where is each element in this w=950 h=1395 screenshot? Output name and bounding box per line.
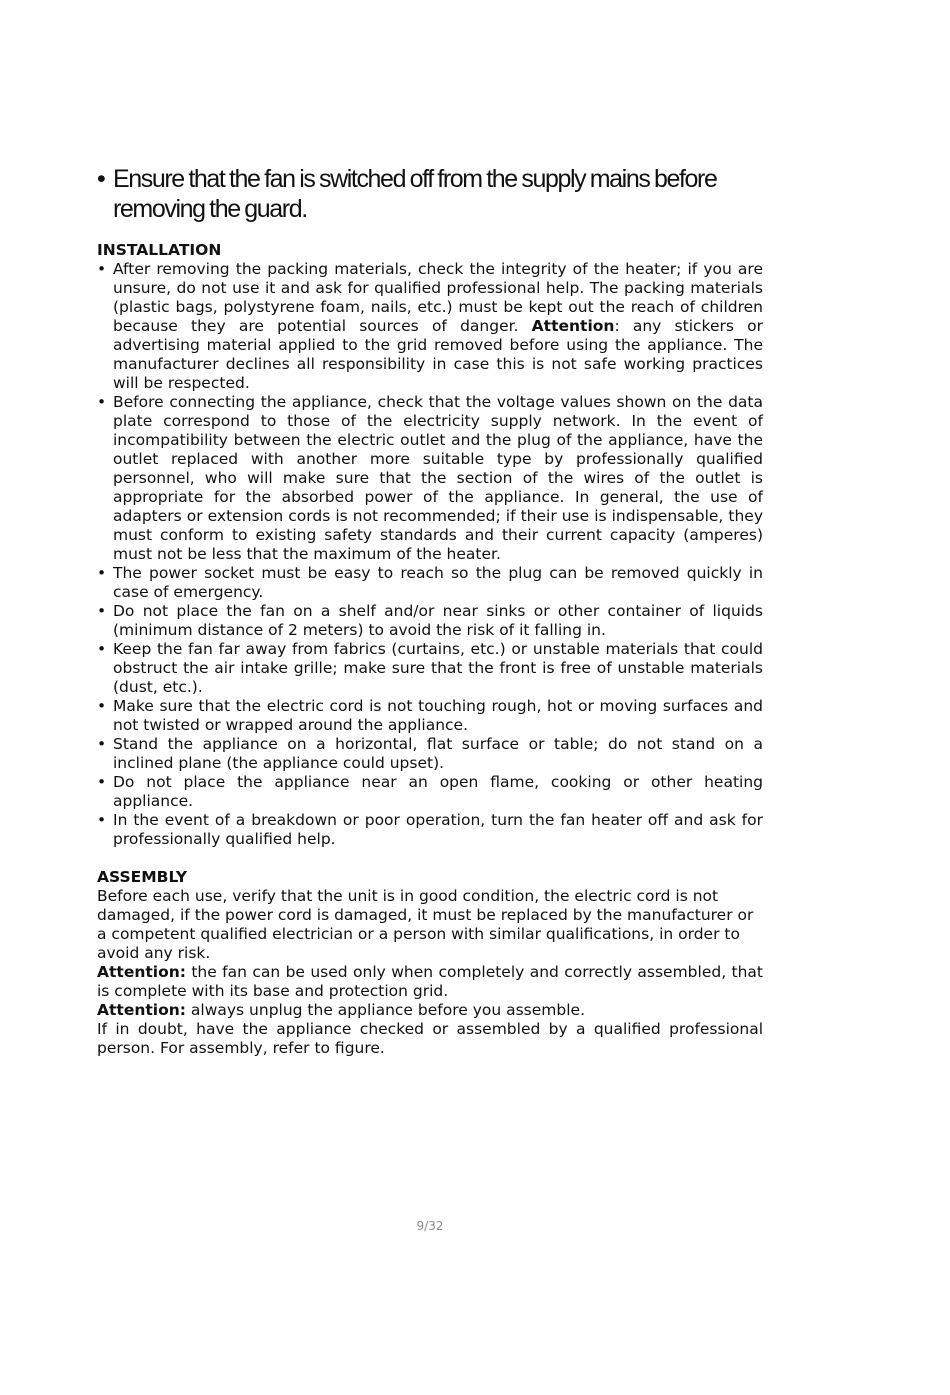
list-item [97, 602, 763, 640]
bullet-point: • [97, 564, 107, 582]
assembly-heading: ASSEMBLY [97, 868, 188, 886]
list-item-text: In the event of a breakdown or poor operation, turn the fan heater off and ask for professionally qualified help. [113, 811, 763, 848]
bullet-point: • [97, 773, 107, 791]
list-item [97, 811, 763, 849]
manual-page-content [97, 164, 763, 1058]
assembly-intro: Before each use, verify that the unit is in good condition, the electric cord is not damaged, if the power cord is damaged, it must be replaced by the manufacturer or a competent qualified electrician or a person with similar qualifications, in order to avoid any risk. [97, 887, 754, 962]
bullet-point: • [97, 697, 107, 715]
attention-text: always unplug the appliance before you assemble. [185, 1001, 586, 1019]
list-item [97, 735, 763, 773]
list-item [97, 773, 763, 811]
installation-heading: INSTALLATION [97, 241, 222, 259]
list-item-text: Do not place the appliance near an open flame, cooking or other heating appliance. [113, 773, 763, 810]
list-item-text: Before connecting the appliance, check that the voltage values shown on the data plate correspond to those of the electricity supply network. In the event of incompatibility between the electric outlet and the plug of the appliance, have the outlet replaced with another more suitable type by professionally qualified personnel, who will make sure that the section of the wires of the outlet is appropriate for the absorbed power of the appliance. In general, the use of adapters or extension cords is not recommended; if their use is indispensable, they must conform to existing safety standards and their current capacity (amperes) must not be less that the maximum of the heater. [113, 393, 763, 563]
list-item-text: After removing the packing materials, check the integrity of the heater; if you are unsure, do not use it and ask for qualified professional help. The packing materials (plastic bags, polystyrene foam, nails, etc.) must be kept out the reach of children because they are potential sources of danger. [113, 260, 763, 335]
bullet-point: • [97, 735, 107, 753]
installation-list [97, 260, 763, 849]
list-item-text: Keep the fan far away from fabrics (curtains, etc.) or unstable materials that could obstruct the air intake grille; make sure that the front is free of unstable materials (dust, etc.). [113, 640, 763, 696]
attention-text: the fan can be used only when completely and correctly assembled, that is complete with its base and protection grid. [97, 963, 763, 1000]
page-number: 9/32 [416, 1219, 444, 1233]
list-item-text: Make sure that the electric cord is not touching rough, hot or moving surfaces and not twisted or wrapped around the appliance. [113, 697, 763, 734]
guard-warning-text: Ensure that the fan is switched off from the supply mains before removing the guard. [113, 165, 717, 223]
bullet-point: • [97, 640, 107, 658]
bullet-point: • [97, 602, 107, 620]
assembly-attention-1 [97, 963, 763, 1001]
assembly-attention-2 [97, 1001, 763, 1020]
list-item-text: Do not place the fan on a shelf and/or near sinks or other container of liquids (minimum distance of 2 meters) to avoid the risk of it falling in. [113, 602, 763, 639]
list-item [97, 393, 763, 564]
bullet-point: • [97, 393, 107, 411]
bullet-point: • [97, 811, 107, 829]
bullet-point: • [97, 260, 107, 278]
list-item-text: The power socket must be easy to reach so the plug can be removed quickly in case of emergency. [113, 564, 763, 601]
list-item [97, 564, 763, 602]
list-item [97, 260, 763, 393]
list-item-text: : any stickers or advertising material applied to the grid removed before using the appliance. The manufacturer declines all responsibility in case this is not safe working practices will be respected. [113, 317, 763, 392]
list-item [97, 697, 763, 735]
bullet-point: • [97, 165, 105, 193]
list-item [97, 640, 763, 697]
guard-warning [97, 164, 763, 224]
assembly-closing: If in doubt, have the appliance checked or assembled by a qualified professional person. For assembly, refer to figure. [97, 1020, 763, 1057]
attention-label: Attention: [97, 1001, 186, 1019]
attention-label: Attention [531, 317, 615, 335]
list-item-text: Stand the appliance on a horizontal, flat surface or table; do not stand on a inclined plane (the appliance could upset). [113, 735, 763, 772]
attention-label: Attention: [97, 963, 186, 981]
